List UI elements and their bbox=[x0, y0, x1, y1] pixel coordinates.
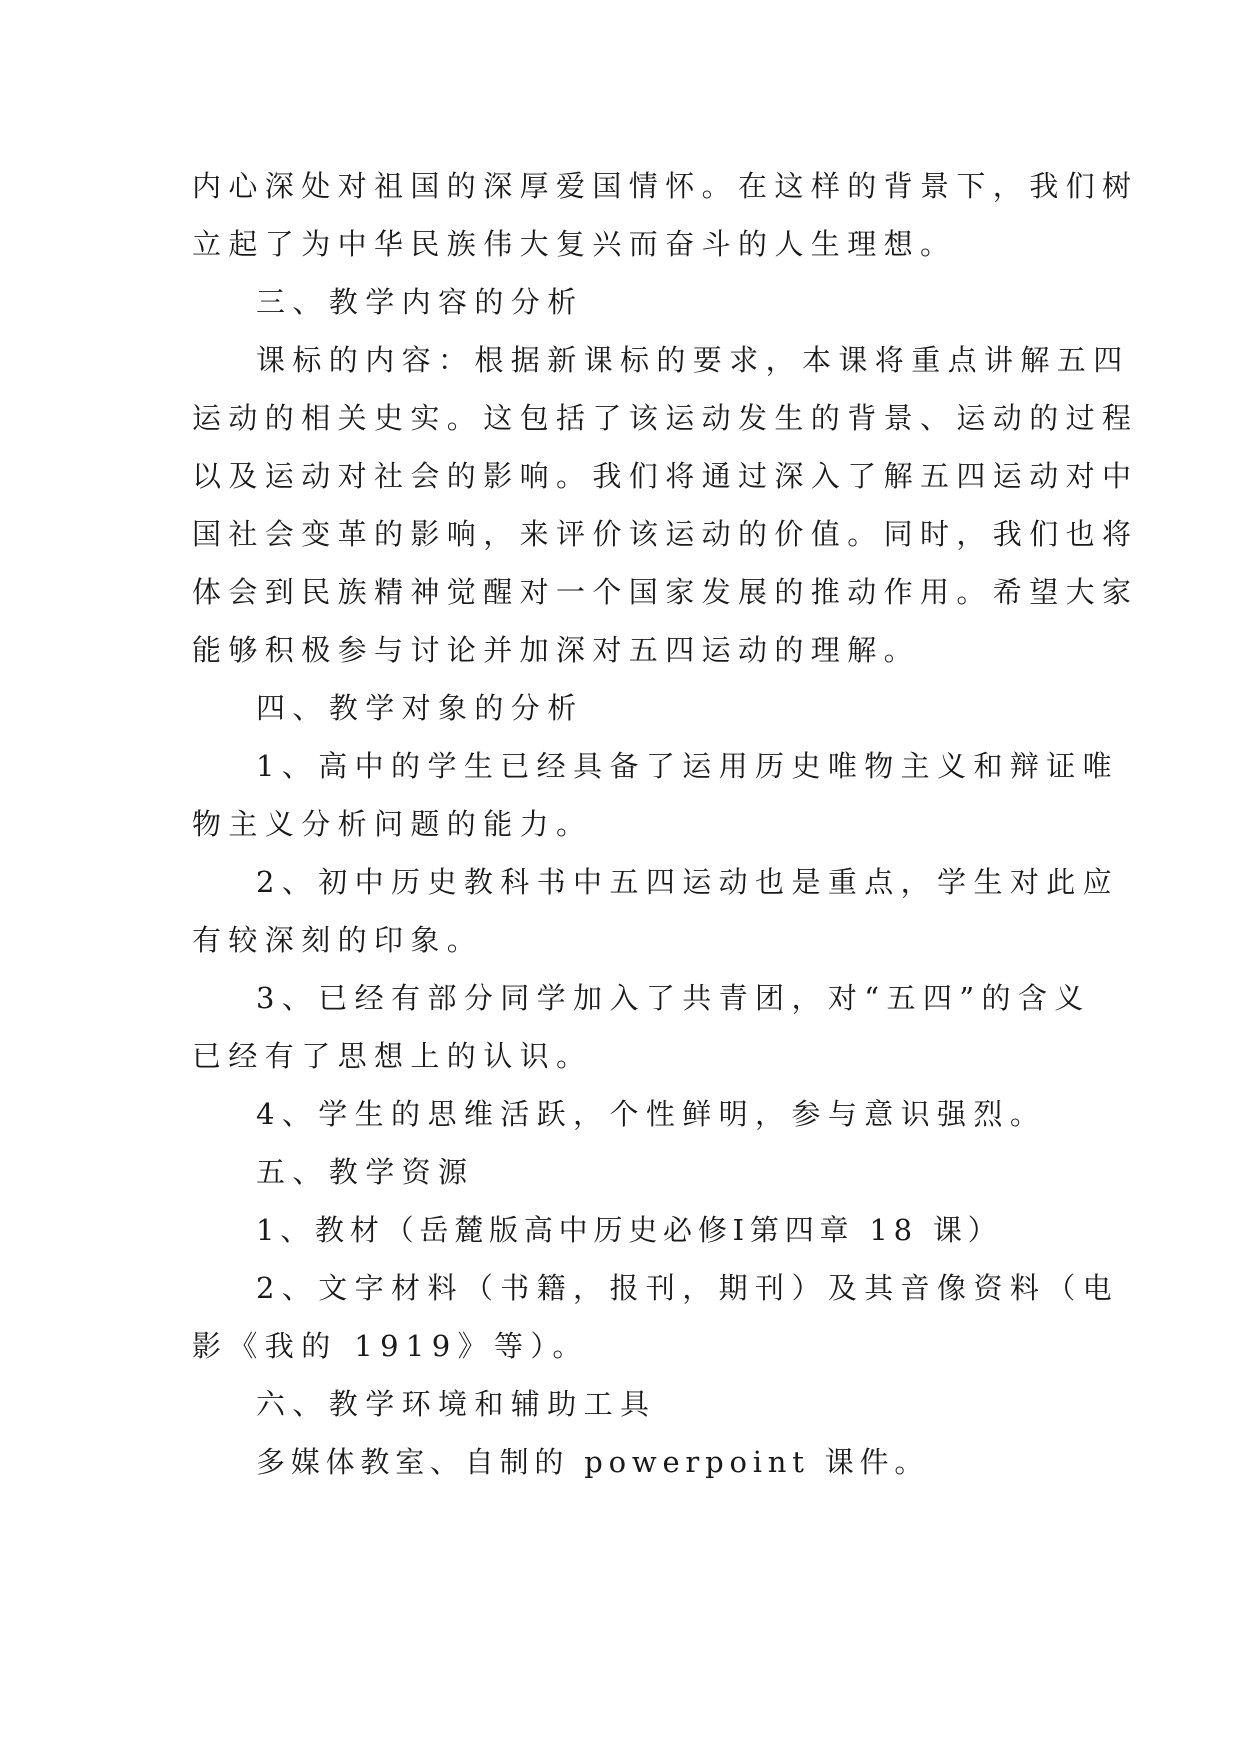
paragraph-line: 课标的内容：根据新课标的要求，本课将重点讲解五四 bbox=[256, 343, 1130, 377]
list-item-line: 1、高中的学生已经具备了运用历史唯物主义和辩证唯 bbox=[256, 749, 1120, 783]
section-heading: 四、教学对象的分析 bbox=[256, 691, 584, 725]
list-item-line: 3、已经有部分同学加入了共青团，对“五四”的含义 bbox=[256, 981, 1091, 1015]
list-item-line: 1、教材（岳麓版高中历史必修Ⅰ第四章 18 课） bbox=[256, 1213, 1003, 1247]
paragraph-line: 运动的相关史实。这包括了该运动发生的背景、运动的过程 bbox=[192, 401, 1139, 435]
list-item-line: 4、学生的思维活跃，个性鲜明，参与意识强烈。 bbox=[256, 1097, 1047, 1131]
list-item-line: 有较深刻的印象。 bbox=[192, 923, 484, 957]
section-heading: 六、教学环境和辅助工具 bbox=[256, 1387, 657, 1421]
paragraph-line: 能够积极参与讨论并加深对五四运动的理解。 bbox=[192, 633, 921, 667]
paragraph-line: 内心深处对祖国的深厚爱国情怀。在这样的背景下，我们树 bbox=[192, 169, 1139, 203]
paragraph-line: 体会到民族精神觉醒对一个国家发展的推动作用。希望大家 bbox=[192, 575, 1139, 609]
list-item-line: 影《我的 1919》等）。 bbox=[192, 1329, 589, 1363]
paragraph-line: 国社会变革的影响，来评价该运动的价值。同时，我们也将 bbox=[192, 517, 1139, 551]
list-item-line: 2、文字材料（书籍，报刊，期刊）及其音像资料（电 bbox=[256, 1271, 1120, 1305]
paragraph-line: 多媒体教室、自制的 powerpoint 课件。 bbox=[256, 1445, 930, 1479]
list-item-line: 2、初中历史教科书中五四运动也是重点，学生对此应 bbox=[256, 865, 1120, 899]
paragraph-line: 立起了为中华民族伟大复兴而奋斗的人生理想。 bbox=[192, 227, 957, 261]
list-item-line: 已经有了思想上的认识。 bbox=[192, 1039, 593, 1073]
paragraph-line: 以及运动对社会的影响。我们将通过深入了解五四运动对中 bbox=[192, 459, 1139, 493]
list-item-line: 物主义分析问题的能力。 bbox=[192, 807, 593, 841]
section-heading: 五、教学资源 bbox=[256, 1155, 475, 1189]
section-heading: 三、教学内容的分析 bbox=[256, 285, 584, 319]
